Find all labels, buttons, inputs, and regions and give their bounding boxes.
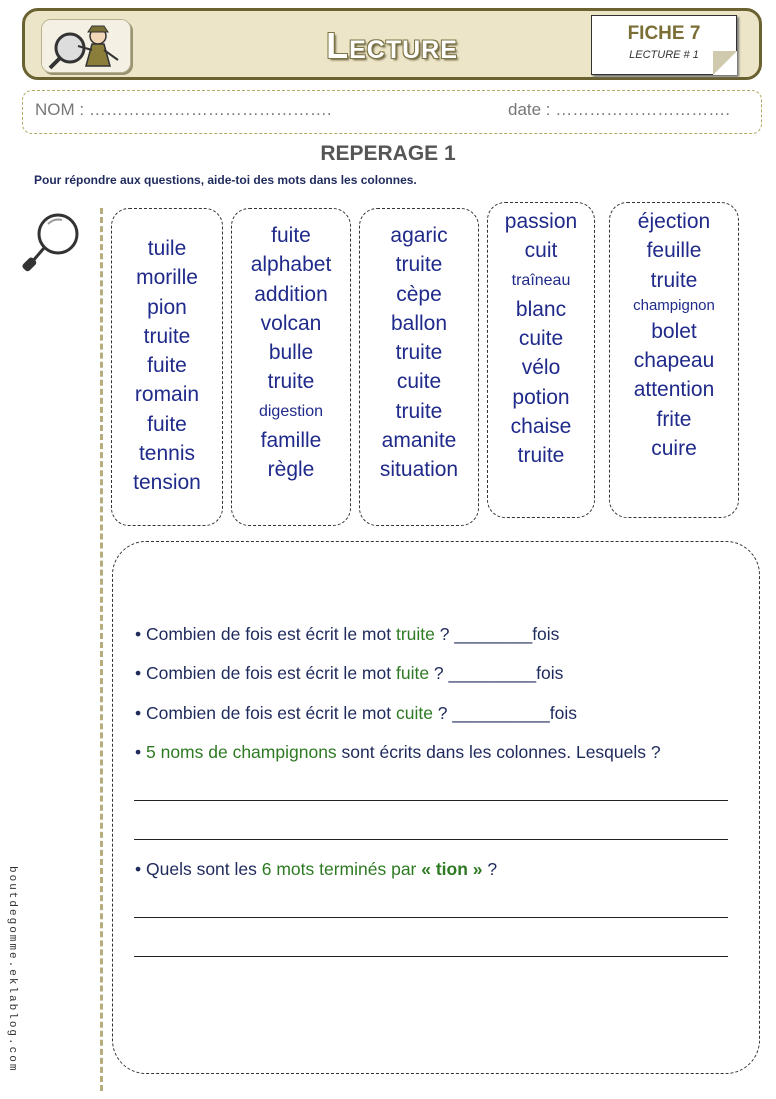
word: champignon [633,296,715,314]
word: cuire [651,437,697,461]
word: bolet [651,319,697,343]
word-column-3 [359,208,479,526]
word: cuite [396,370,442,394]
question-truite: • Combien de fois est écrit le mot truite ? ________fois [135,624,560,644]
word: addition [254,282,328,306]
word: amanite [381,429,457,453]
word: éjection [637,210,711,233]
answer-blank-cuite[interactable]: ? __________fois [432,703,577,723]
page-title: Lecture [326,25,458,66]
word: passion [504,210,578,233]
answer-blank-fuite[interactable]: ? _________fois [429,663,564,683]
word: romain [134,383,200,407]
word: cèpe [396,282,442,306]
word: pion [147,295,187,319]
student-info-box [22,90,762,134]
word: truite [143,324,191,348]
word: truite [395,253,443,277]
word: ballon [390,311,448,335]
question-champignons: • 5 noms de champignons sont écrits dans les colonnes. Lesquels ? [135,742,661,762]
word: truite [395,341,443,365]
word: bulle [268,341,314,365]
question-tion: • Quels sont les 6 mots terminés par « tion » ? [135,859,498,879]
answer-line[interactable] [134,956,728,957]
word: truite [267,370,315,394]
word: cuite [518,327,564,351]
word: tension [133,471,201,495]
word: chaise [510,415,572,439]
word: cuit [524,239,558,263]
word: tuile [147,237,187,260]
word: traîneau [511,271,571,289]
header-banner [22,8,762,80]
fiche-subtitle: LECTURE # 1 [629,49,699,61]
word: règle [267,458,315,482]
question-cuite: • Combien de fois est écrit le mot cuite ? __________fois [135,703,577,723]
word: volcan [260,311,322,335]
questions-box [112,541,760,1074]
word: tennis [138,442,196,466]
answer-line[interactable] [134,800,728,801]
answer-line[interactable] [134,917,728,918]
margin-divider [100,208,103,1091]
word: truite [650,268,698,292]
instructions: Pour répondre aux questions, aide-toi des mots dans les colonnes. [34,173,417,187]
fiche-number: FICHE 7 [627,23,701,44]
word: vélo [521,356,561,380]
nom-field[interactable]: NOM : ……………………………………. [35,100,332,119]
word: fuite [271,224,311,247]
word: chapeau [633,349,715,373]
word: attention [633,378,715,402]
question-fuite: • Combien de fois est écrit le mot fuite ? _________fois [135,663,564,683]
answer-blank-truite[interactable]: ? ________fois [434,624,560,644]
word: feuille [646,239,702,263]
word: fuite [147,354,187,378]
word-column-4 [487,202,595,518]
word: fuite [147,412,187,436]
word: truite [517,444,565,468]
word-column-2 [231,208,351,526]
word: alphabet [250,253,332,277]
word-column-5 [609,202,739,518]
fiche-label [591,15,737,75]
word: digestion [258,402,324,420]
word: truite [395,399,443,423]
word: morille [136,266,198,290]
section-heading: REPERAGE 1 [320,142,456,165]
word: situation [379,458,459,482]
word: frite [656,407,692,431]
website-credit: boutdegomme.eklablog.com [6,866,18,1073]
answer-line[interactable] [134,839,728,840]
word-column-1 [111,208,223,526]
magnifier-icon [22,210,82,276]
word: blanc [515,297,567,321]
page-fold [713,51,737,75]
word: famille [260,429,322,453]
word: potion [512,385,570,409]
word: agaric [390,224,448,247]
date-field[interactable]: date : …………………………. [508,100,730,119]
